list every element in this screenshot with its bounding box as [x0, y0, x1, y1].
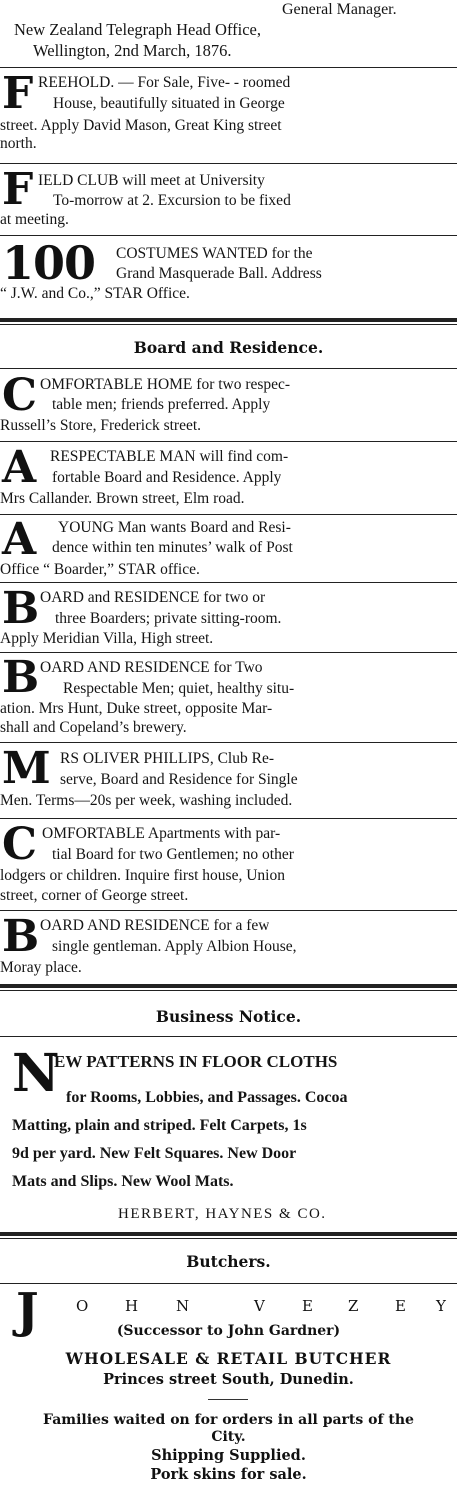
board-ad-1 [0, 372, 457, 440]
divider [0, 67, 457, 68]
business-line-1: EW PATTERNS IN FLOOR CLOTHS [54, 1052, 338, 1071]
costumes-line-2: Grand Masquerade Ball. Address [116, 265, 322, 282]
board-ad-8-line-2: single gentleman. Apply Albion House, [52, 938, 297, 955]
board-ad-1-line-2: table men; friends preferred. Apply [52, 396, 271, 413]
pork-line: Pork skins for sale. [150, 1466, 307, 1483]
board-ad-3-line-1: YOUNG Man wants Board and Resi- [58, 519, 291, 536]
field-club-ad [0, 166, 457, 234]
board-ad-6-line-1: RS OLIVER PHILLIPS, Club Re- [60, 750, 274, 767]
board-ad-6-line-3: Men. Terms—20s per week, washing included. [0, 792, 293, 809]
board-ad-1-line-3: Russell’s Store, Frederick street. [0, 417, 202, 434]
costumes-line-1: COSTUMES WANTED for the [116, 245, 313, 262]
business-notice-ad [0, 1042, 457, 1232]
board-ad-2-line-1: RESPECTABLE MAN will find com- [50, 448, 289, 465]
board-ad-7-line-4: street, corner of George street. [0, 887, 189, 904]
divider [0, 742, 457, 743]
name-letter-z: Z [348, 1297, 359, 1315]
board-ad-2-line-2: fortable Board and Residence. Apply [52, 469, 282, 486]
address-line: Princes street South, Dunedin. [103, 1371, 354, 1388]
board-ad-7-drop-cap: C [2, 819, 38, 870]
butchers-section-title: Butchers. [186, 1252, 271, 1271]
costumes-ad [0, 238, 457, 308]
business-line-3: Matting, plain and striped. Felt Carpets, 1s [12, 1117, 307, 1134]
families-line-2: City. [211, 1429, 246, 1445]
board-ad-5-line-4: shall and Copeland’s brewery. [0, 719, 187, 736]
name-letter-y: Y [436, 1297, 446, 1315]
freehold-line-4: north. [0, 135, 37, 152]
board-ad-4-line-2: three Boarders; private sitting-room. [55, 610, 282, 627]
board-ad-7 [0, 821, 457, 907]
board-ad-5-line-3: ation. Mrs Hunt, Duke street, opposite Mar- [0, 700, 273, 717]
board-ad-4 [0, 585, 457, 653]
board-ad-4-line-1: OARD and RESIDENCE for two or [40, 589, 266, 606]
freehold-ad [0, 70, 457, 160]
board-ad-2-drop-cap: A [2, 442, 37, 493]
freehold-line-1: REEHOLD. — For Sale, Five- - roomed [38, 74, 291, 91]
date-line: Wellington, 2nd March, 1876. [33, 41, 232, 60]
board-ad-1-drop-cap: C [2, 370, 38, 421]
board-ad-8-line-3: Moray place. [0, 959, 82, 976]
business-section-title: Business Notice. [155, 1007, 302, 1026]
families-line-1: Families waited on for orders in all parts of the [43, 1412, 414, 1428]
board-ad-7-line-2: tial Board for two Gentlemen; no other [52, 846, 294, 863]
freehold-line-2: House, beautifully situated in George [53, 95, 285, 112]
successor-line: (Successor to John Gardner) [116, 1323, 341, 1339]
field-club-line-1: IELD CLUB will meet at University [38, 172, 265, 189]
board-ad-5 [0, 654, 457, 740]
board-ad-8-line-1: OARD AND RESIDENCE for a few [40, 917, 270, 934]
board-ad-3-line-2: dence within ten minutes’ walk of Post [52, 539, 293, 556]
divider [0, 514, 457, 515]
section-divider [0, 318, 457, 325]
board-ad-7-line-1: OMFORTABLE Apartments with par- [42, 825, 281, 842]
board-ad-8 [0, 913, 457, 981]
board-ad-4-drop-cap: B [2, 583, 40, 634]
business-signature: HERBERT, HAYNES & CO. [118, 1206, 327, 1222]
board-ad-7-line-3: lodgers or children. Inquire first house, Union [0, 867, 285, 884]
business-line-4: 9d per yard. New Felt Squares. New Door [12, 1145, 297, 1162]
board-ad-2 [0, 444, 457, 512]
board-ad-4-line-3: Apply Meridian Villa, High street. [0, 630, 214, 647]
board-ad-5-line-2: Respectable Men; quiet, healthy situ- [63, 680, 295, 697]
divider [0, 441, 457, 442]
name-letter-n: N [176, 1297, 190, 1315]
board-ad-3-line-3: Office “ Boarder,” STAR office. [0, 561, 200, 578]
board-ad-3 [0, 516, 457, 584]
board-ad-8-drop-cap: B [2, 911, 40, 962]
trade-line: WHOLESALE & RETAIL BUTCHER [65, 1349, 392, 1368]
divider [0, 163, 457, 164]
name-letter-e: E [302, 1297, 313, 1315]
board-ad-3-drop-cap: A [2, 514, 37, 565]
short-rule [208, 1399, 248, 1400]
section-divider [0, 1232, 457, 1239]
name-letter-v: V [254, 1297, 265, 1315]
shipping-line: Shipping Supplied. [151, 1447, 306, 1464]
field-club-line-3: at meeting. [0, 211, 69, 228]
costumes-line-3: “ J.W. and Co.,” STAR Office. [0, 285, 190, 302]
divider [0, 1283, 457, 1284]
office-line: New Zealand Telegraph Head Office, [14, 20, 261, 39]
business-line-2: for Rooms, Lobbies, and Passages. Cocoa [66, 1089, 348, 1106]
board-ad-5-line-1: OARD AND RESIDENCE for Two [40, 659, 263, 676]
board-ad-6-drop-cap: M [2, 743, 51, 794]
divider [0, 910, 457, 911]
manager-line: General Manager. [282, 1, 397, 18]
costumes-drop-number: 100 [2, 236, 96, 290]
freehold-drop-cap: F [2, 68, 34, 119]
board-ad-1-line-1: OMFORTABLE HOME for two respec- [40, 376, 291, 393]
field-club-drop-cap: F [2, 164, 34, 215]
board-ad-6-line-2: serve, Board and Residence for Single [60, 771, 298, 788]
divider [0, 368, 457, 369]
divider [0, 582, 457, 583]
board-ad-5-drop-cap: B [2, 652, 40, 703]
section-divider [0, 984, 457, 991]
divider [0, 1036, 457, 1037]
divider [0, 818, 457, 819]
name-letter-o: O [76, 1297, 89, 1315]
name-letter-e: E [395, 1297, 406, 1315]
board-ad-6 [0, 745, 457, 813]
board-ad-2-line-3: Mrs Callander. Brown street, Elm road. [0, 490, 245, 507]
butcher-drop-cap: J [16, 1283, 39, 1339]
field-club-line-2: To-morrow at 2. Excursion to be fixed [53, 192, 291, 209]
name-letter-h: H [125, 1297, 139, 1315]
butcher-ad [0, 1283, 457, 1495]
business-drop-cap: N [12, 1043, 60, 1104]
business-line-5: Mats and Slips. New Wool Mats. [12, 1173, 234, 1190]
board-section-title: Board and Residence. [133, 338, 324, 357]
freehold-line-3: street. Apply David Mason, Great King street [0, 117, 282, 134]
divider [0, 652, 457, 653]
